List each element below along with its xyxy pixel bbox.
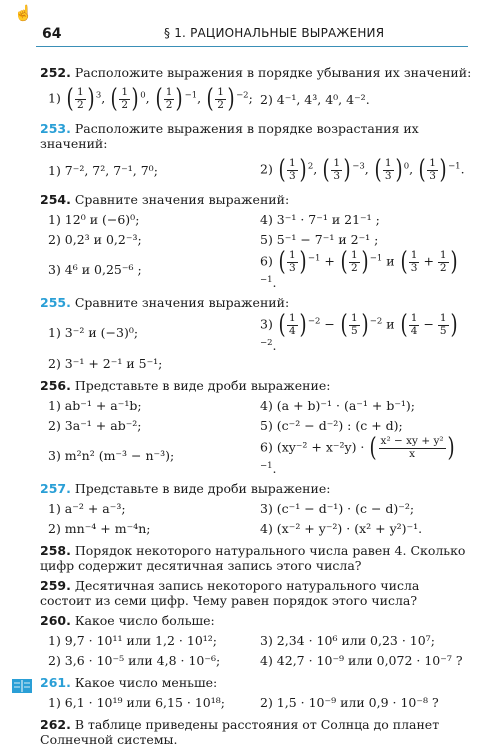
item-6: 6) ( $\frac{1}{3}$ ) $^{-1}$ + ( $\frac{1}{2}$ ) $^{-1}$ и ( $\frac{1}{3}$ + $\frac{1}{2}$ )$^{-1}$. <box>260 247 458 291</box>
exponent: −3 <box>352 161 365 172</box>
book-icon <box>12 679 32 693</box>
task-number: 262. <box>40 717 71 733</box>
item-1: 1) 7⁻², 7², 7⁻¹, 7⁰; <box>48 162 158 178</box>
item-1: 1) a⁻² + a⁻³; <box>48 500 126 516</box>
exponent: 0 <box>140 90 146 101</box>
task-text: Представьте в виде дроби выражение: <box>74 378 331 394</box>
task-256 <box>40 378 472 476</box>
item-1: 1) 3⁻² и (−3)⁰; <box>48 325 139 341</box>
exponent: −2 <box>236 90 249 101</box>
item-5: 5) (c⁻² − d⁻²) : (c + d); <box>260 417 403 433</box>
task-252 <box>40 65 472 116</box>
task-text: Сравните значения выражений: <box>74 295 290 311</box>
item-label: 1) <box>48 90 61 106</box>
task-number: 253. <box>40 121 71 136</box>
item-label: 2) <box>260 161 273 177</box>
task-260 <box>40 613 472 670</box>
item-1: 1) ab⁻¹ + a⁻¹b; <box>48 397 142 413</box>
item-2: 2) mn⁻⁴ + m⁻⁴n; <box>48 520 151 536</box>
section-title: § 1. РАЦИОНАЛЬНЫЕ ВЫРАЖЕНИЯ <box>164 26 385 40</box>
task-text: Десятичная запись некоторого натурального числа состоит из семи цифр. Чему равен порядок этого числа? <box>40 578 420 609</box>
task-text: Расположите выражения в порядке возрастания их значений: <box>40 121 419 151</box>
task-text: Какое число больше: <box>74 613 215 629</box>
task-259 <box>40 578 472 608</box>
task-257 <box>40 481 472 538</box>
item-label: 6) <box>260 253 273 269</box>
item-3: 3) m²n² (m⁻³ − n⁻³); <box>48 448 175 464</box>
item-4: 4) 42,7 · 10⁻⁹ или 0,072 · 10⁻⁷ ? <box>260 652 463 668</box>
page-number: 64 <box>42 26 62 42</box>
page-header <box>36 24 468 47</box>
exponent: 0 <box>403 161 410 172</box>
item-4: 4) (a + b)⁻¹ · (a⁻¹ + b⁻¹); <box>260 397 416 413</box>
item-5: 5) 5⁻¹ − 7⁻¹ и 2⁻¹ ; <box>260 231 379 247</box>
item-2: 2) 0,2³ и 0,2⁻³; <box>48 231 142 247</box>
task-number: 261. <box>40 675 71 691</box>
expression: (xy⁻² + x⁻²y) · <box>276 439 365 455</box>
task-number: 259. <box>40 578 71 594</box>
item-2: 2) 3,6 · 10⁻⁵ или 4,8 · 10⁻⁶; <box>48 652 221 668</box>
task-number: 257. <box>40 481 71 497</box>
item-6: 6) (xy⁻² + x⁻²y) · ( $\frac{\text{x² − xy + y²}}{x}$ )$^{-1}$. <box>260 433 455 477</box>
item-1: 1) 9,7 · 10¹¹ или 1,2 · 10¹²; <box>48 632 218 648</box>
conjunction: и <box>386 316 395 332</box>
item-4: 4) (x⁻² + y⁻²) · (x² + y²)⁻¹. <box>260 520 423 536</box>
task-254 <box>40 192 472 290</box>
item-label: 3) <box>260 316 273 332</box>
exercise-list <box>40 60 472 749</box>
task-number: 254. <box>40 192 71 207</box>
task-number: 258. <box>40 543 71 559</box>
task-text: Представьте в виде дроби выражение: <box>74 481 331 497</box>
task-number: 260. <box>40 613 71 629</box>
item-1: 1) ( $\frac{1}{2}$ ) $^3$, ( $\frac{1}{2}$ ) $^0$, ( $\frac{1}{2}$ ) $^{-1}$, ( $\frac{1}{2}$ ) $^{-2}$; <box>48 84 253 114</box>
exponent: 2 <box>307 161 314 172</box>
task-text: Сравните значения выражений: <box>74 192 290 207</box>
exponent: −1 <box>448 161 461 172</box>
task-255 <box>40 295 472 373</box>
item-2: 2) 4⁻¹, 4³, 4⁰, 4⁻². <box>260 91 370 107</box>
item-2: 2) 3⁻¹ + 2⁻¹ и 5⁻¹; <box>48 355 163 371</box>
item-3: 3) 4⁶ и 0,25⁻⁶ ; <box>48 262 142 278</box>
task-text: Расположите выражения в порядке убывания их значений: <box>74 65 472 80</box>
item-2: 2) ( $\frac{1}{3}$ ) $^2$, ( $\frac{1}{3}$ ) $^{-3}$, ( $\frac{1}{3}$ ) $^0$, ( $\frac{1}{3}$ ) $^{-1}$. <box>260 155 465 185</box>
task-number: 256. <box>40 378 71 394</box>
item-label: 6) <box>260 439 273 455</box>
task-text: Какое число меньше: <box>74 675 218 691</box>
task-number: 255. <box>40 295 71 311</box>
exponent: −1 <box>184 90 198 101</box>
numerator: x² − xy + y² <box>380 435 444 448</box>
item-3: 3) ( $\frac{1}{4}$ ) $^{-2}$ − ( $\frac{1}{5}$ ) $^{-2}$ и ( $\frac{1}{4}$ − $\frac{1}{5}$ )$^{-2}$. <box>260 310 458 354</box>
item-4: 4) 3⁻¹ · 7⁻¹ и 21⁻¹ ; <box>260 211 380 227</box>
denominator: x <box>409 447 416 460</box>
item-3: 3) 2,34 · 10⁶ или 0,23 · 10⁷; <box>260 632 435 648</box>
task-253 <box>40 121 472 187</box>
item-1: 1) 6,1 · 10¹⁹ или 6,15 · 10¹⁸; <box>48 694 225 710</box>
task-text: Порядок некоторого натурального числа равен 4. Сколько цифр содержит десятичная запись этого числа? <box>40 543 466 574</box>
task-number: 252. <box>40 65 71 80</box>
task-258 <box>40 543 472 573</box>
task-261 <box>40 675 472 712</box>
conjunction: и <box>386 253 395 269</box>
exponent: 3 <box>95 90 102 101</box>
task-text: В таблице приведены расстояния от Солнца до планет Солнечной системы. <box>40 717 440 748</box>
hand-cursor-icon: ☝ <box>14 4 33 22</box>
item-2: 2) 3a⁻¹ + ab⁻²; <box>48 417 142 433</box>
item-1: 1) 12⁰ и (−6)⁰; <box>48 211 140 227</box>
item-2: 2) 1,5 · 10⁻⁹ или 0,9 · 10⁻⁸ ? <box>260 694 439 710</box>
item-3: 3) (c⁻¹ − d⁻¹) · (c − d)⁻²; <box>260 500 415 516</box>
